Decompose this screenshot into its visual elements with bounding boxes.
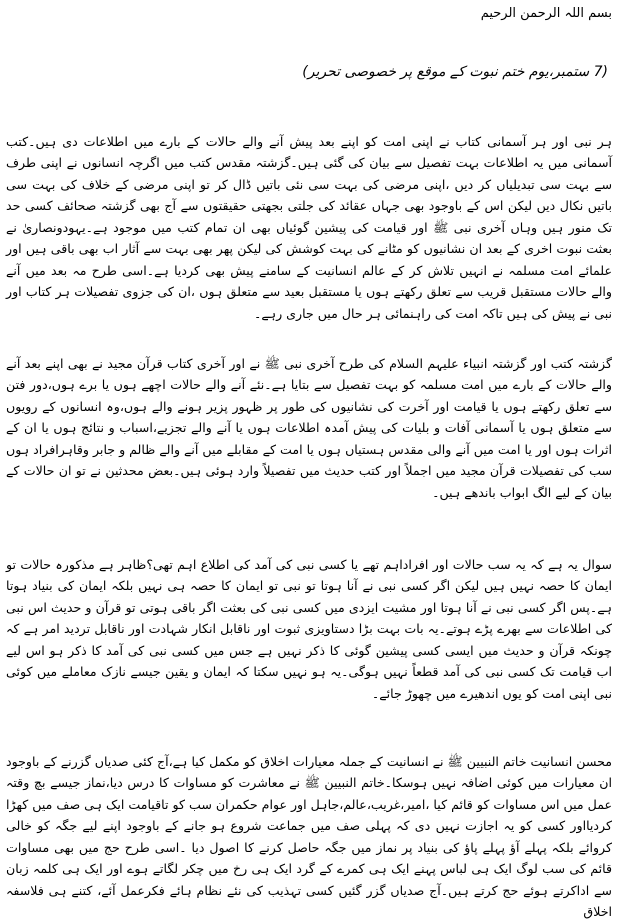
article-subtitle: (7 ستمبر،یوم ختم نبوت کے موقع پر خصوصی تحریر): [302, 64, 608, 80]
paragraph-4: محسن انسانیت خاتم النبیین ﷺ نے انسانیت کے جملہ معیارات اخلاق کو مکمل کیا ہے،آج کئی صدیاں گزرنے کے باوجود ان معیارات میں کوئی اضافہ نہیں ہوسکا۔خاتم النبیین ﷺ نے معاشرت کو مساوات کا درس دیا،نماز جیسے بچ وقتہ عمل میں اس مساوات کو قائم کیا ،امیر،غریب،عالم،جاہل اور عوام حکمران سب کو تاقیامت ایک ہی صف میں کھڑا کردیااور کسی کو یہ اجازت نہیں دی کہ پہلی صف میں جماعت شروع ہو جانے کے باوجود اپنے لیے جگہ کو خالی کروائے بلکہ پہلے آؤ پہلے پاؤ کی بنیاد پر نماز میں جگہ حاصل کرنے کا اصول دیا ۔اسی طرح حج میں بھی مساوات قائم کی سب لوگ ایک ہی لباس پہنے ایک ہی کمرے کے گرد ایک ہی رخ میں چکر لگاتے ہوے اور ایک ہی کلمہ زبان سے اداکرتے ہوئے حج کرتے ہیں۔آج صدیاں گزر گئیں کسی تہذیب کی نئے نظام ہائے فکرعمل آئے، کتنے ہی فلاسفہ اخلاق: [6, 753, 612, 920]
paragraph-1: ہر نبی اور ہر آسمانی کتاب نے اپنی امت کو اپنے بعد پیش آنے والے حالات کے بارے میں اطلاعات دی ہیں۔کتب آسمانی میں یہ اطلاعات بہت تفصیل سے بیان کی گئی ہیں۔گزشتہ مقدس کتب میں اگرچہ انسانوں نے اپنی طرف سے بہت سی تبدیلیاں کر دیں ،اپنی مرضی کی بہت سی نئی باتیں ڈال کر تو اپنی مرضی کے خلاف کی بہت سی باتیں نکال دیں لیکن اس کے باوجود بھی جہاں عقائد کی جلتی بجھتی حقیقتوں سے آج بھی گزشتہ صحائف کسی حد تک منور ہیں وہاں آخری نبی ﷺ اور قیامت کی پیشین گوئیاں بھی ان تمام کتب میں موجود ہے۔یہودونصاریٰ نے بعثت نبوت اخری کے بعد ان نشانیوں کو مٹانے کی بہت کوشش کی لیکن پھر بھی بہت سے آثار اب بھی باقی ہیں اور علمائے امت مسلمہ نے انہیں تلاش کر کے عالم انسانیت کے سامنے پیش بھی کردیا ہے۔اسی طرح مہ بعد میں آنے والے حالات مستقبل قریب سے تعلق رکھتے ہوں یا مستقبل بعید سے متعلق ہوں ،ان کی جزوی تفصیلات ہر کتاب اور نبی نے پیش کی ہیں تاکہ امت کی راہنمائی ہر حال میں جاری رہے۔: [6, 133, 612, 321]
paragraph-2: گزشتہ کتب اور گزشتہ انبیاء علیہم السلام کی طرح آخری نبی ﷺ نے اور آخری کتاب قرآن مجید نے بھی اپنے بعد آنے والے حالات کے بارے میں امت مسلمہ کو بہت تفصیل سے بتایا ہے۔نئے آنے والے حالات اچھے ہوں یا برے ہوں،دور فتن سے تعلق رکھتے ہوں یا قیامت اور آخرت کی نشانیوں کی طور پر ظہور پزیر ہونے والے ہوں،وہ انسانوں کے رویوں سے متعلق ہوں یا آسمانی آفات و بلیات کی پیش آمدہ اطلاعات ہوں یا آنے والے تجزیے،اسباب و نتائج ہوں یا ان کے اثرات ہوں اور یا امت میں آنے والی مقدس ہستیاں ہوں یا امت کے مقابلے میں آنے والے ظالم و جابر وقاہرافراد ہوں سب کی تفصیلات قرآن مجید میں اجملاً اور کتب حدیث میں تفصیلاً وارد ہوئی ہیں۔بعض محدثین نے تو ان حالات کے بیان کے لیے الگ ابواب باندھے ہیں۔: [6, 355, 612, 500]
paragraph-3: سوال یہ ہے کہ یہ سب حالات اور افراداہم تھے یا کسی نبی کی آمد کی اطلاع اہم تھی؟ظاہر ہے مذکورہ حالات تو ایمان کا حصہ نہیں ہیں لیکن اگر کسی نبی نے آنا ہوتا تو نبی تو ایمان کا حصہ ہی نہیں بلکہ ایمان کی بنیاد ہوتا ہے۔پس اگر کسی نبی نے آنا ہوتا اور مشیت ایزدی میں کسی نبی کی بعثت اگر باقی ہوتی تو قرآن و حدیث اس نبی کی اطلاعات سے بھرے پڑے ہوتے۔یہ بات بہت بڑا دستاویزی ثبوت اور ناقابل انکار شہادت اور ناقابل تردید امر ہے کہ چونکہ قرآن و حدیث میں ایسی کسی پیشین گوئی کا ذکر نہیں ہے جس میں کسی نبی کی آمد کا ذکر ہو اس لیے اب قیامت تک کسی نبی کی آمد قطعاً نہیں ہوگی۔یہ ہو نہیں سکتا کہ ایمان و یقین جیسے نازک معاملے میں کوئی نبی اپنی امت کو یوں اندھیرے میں چھوڑ جائے۔: [6, 556, 612, 701]
bismillah-heading: بسم اللہ الرحمن الرحیم: [480, 6, 612, 21]
